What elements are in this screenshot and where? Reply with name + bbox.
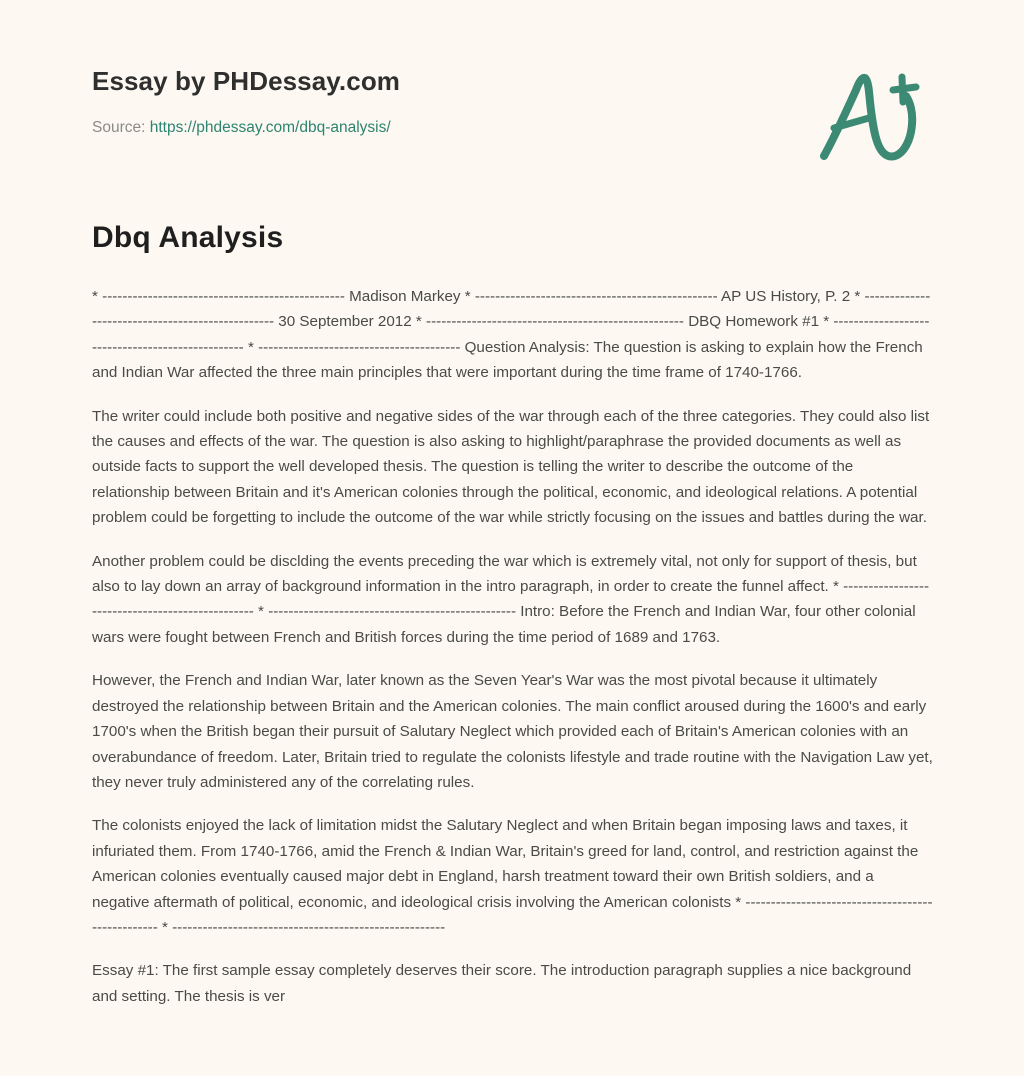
page-header xyxy=(92,66,932,139)
essay-paragraph: The colonists enjoyed the lack of limitation midst the Salutary Neglect and when Britain began imposing laws and taxes, it infuriated them. From 1740-1766, amid the French & Indian War, Britain's greed for land, control, and restriction against the American colonies eventually caused major debt in England, harsh treatment toward their own British soldiers, and a negative aftermath of political, economic, and ideological crisis involving the American colonists * -------------------------------------------------- * ------------------------------------------------------ xyxy=(92,817,933,936)
source-url-link[interactable]: https://phdessay.com/dbq-analysis/ xyxy=(149,119,391,137)
essay-paragraph: * ------------------------------------------------ Madison Markey * ------------------------------------------------ AP US History, P. 2 * ------------------------------------------------- 30 September 2012 * --------------------------------------------------- DBQ Homework #1 * ------------------------------------------------- * ---------------------------------------- Question Analysis: The question is asking to explain how the French and Indian War affected the three main principles that were important during the time frame of 1740-1766. xyxy=(92,288,931,382)
essay-paragraph: Another problem could be disclding the events preceding the war which is extremely vital, not only for support of thesis, but also to lay down an array of background information in the intro paragraph, in order to create the funnel affect. * ------------------------------------------------- * ------------------------------------------------- Intro: Before the French and Indian War, four other colonial wars were fought between French and British forces during the time period of 1689 and 1763. xyxy=(92,552,930,646)
source-label: Source: xyxy=(92,119,150,137)
source-line xyxy=(92,117,932,139)
brand-title: Essay by PHDessay.com xyxy=(92,66,401,96)
a-plus-logo-icon xyxy=(812,68,932,164)
essay-title: Dbq Analysis xyxy=(92,221,284,254)
essay-paragraph: However, the French and Indian War, later known as the Seven Year's War was the most pivotal because it ultimately destroyed the relationship between Britain and the American colonies. The main conflict aroused during the 1600's and early 1700's when the British began their pursuit of Salutary Neglect which provided each of Britain's American colonies with an overabundance of freedom. Later, Britain tried to regulate the colonists lifestyle and trade routine with the Navigation Law yet, they never truly administered any of the correlating rules. xyxy=(92,672,933,791)
essay-paragraph: The writer could include both positive and negative sides of the war through each of the three categories. They could also list the causes and effects of the war. The question is also asking to highlight/paraphrase the provided documents as well as outside facts to support the well developed thesis. The question is telling the writer to describe the outcome of the relationship between Britain and it's American colonies through the political, economic, and ideological relations. A potential problem could be forgetting to include the outcome of the war while strictly focusing on the issues and battles during the war. xyxy=(92,407,930,527)
essay-paragraph: Essay #1: The first sample essay completely deserves their score. The introduction paragraph supplies a nice background and setting. The thesis is ver xyxy=(92,962,912,1005)
essay-body xyxy=(92,284,934,1009)
